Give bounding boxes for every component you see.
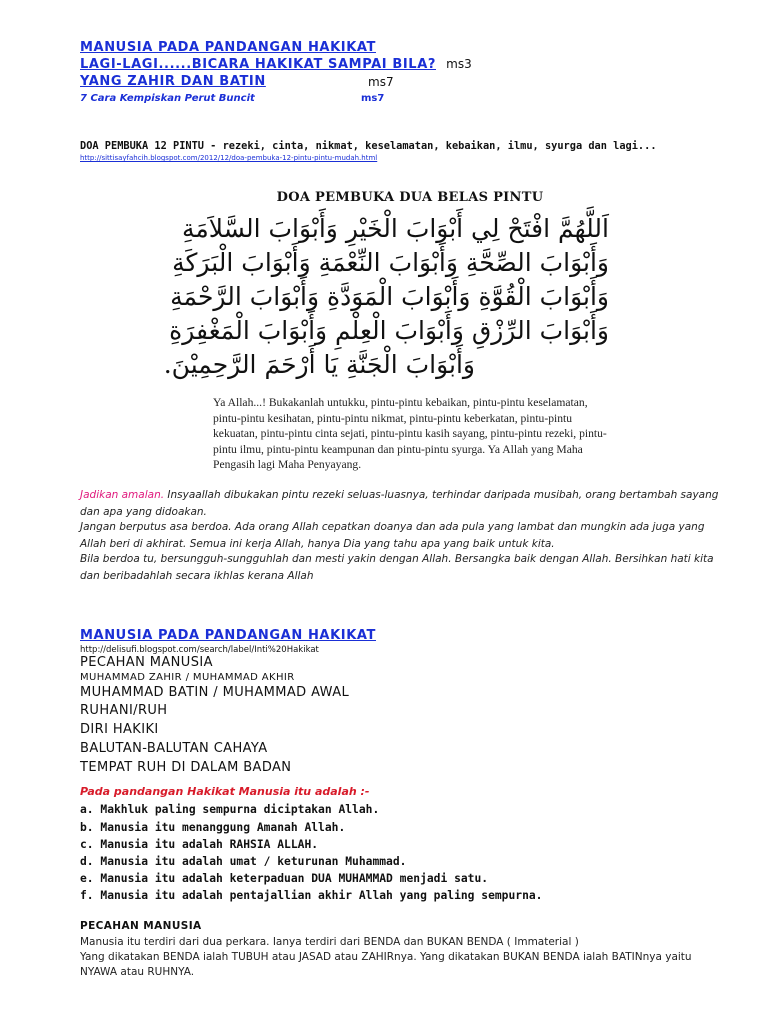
pecahan-text-1: Manusia itu terdiri dari dua perkara. Ianya terdiri dari BENDA dan BUKAN BENDA ( Immaterial ): [80, 936, 579, 948]
arabic-line-3: وَأَبْوَابَ الْقُوَّةِ وَأَبْوَابَ الْمَوَدَّةِ وَأَبْوَابَ الرَّحْمَةِ: [170, 282, 609, 311]
toc-link-zahir-batin[interactable]: YANG ZAHIR DAN BATIN: [80, 74, 266, 89]
list-item-e: e. Manusia itu adalah keterpaduan DUA MUHAMMAD menjadi satu.: [80, 872, 489, 885]
hakikat-source-url[interactable]: http://delisufi.blogspot.com/search/label/Inti%20Hakikat: [80, 645, 319, 655]
amalan-text: Insyaallah dibukakan pintu rezeki seluas-luasnya, terhindar daripada musibah, orang bertambah sayang dan apa yang didoakan.: [80, 489, 719, 518]
doa-image-title: DOA PEMBUKA DUA BELAS PINTU: [276, 190, 544, 205]
hakikat-title-link[interactable]: MANUSIA PADA PANDANGAN HAKIKAT: [80, 628, 376, 643]
outline-balutan: BALUTAN-BALUTAN CAHAYA: [80, 741, 268, 756]
outline-diri-hakiki: DIRI HAKIKI: [80, 722, 159, 737]
doa-translation: Ya Allah...! Bukakanlah untukku, pintu-pintu kebaikan, pintu-pintu keselamatan, pintu-pintu kesihatan, pintu-pintu nikmat, pintu-pintu keberkatan, pintu-pintu kekuatan, pintu-pintu cinta sejati, pintu-pintu kasih sayang, pintu-pintu rezeki, pintu-pintu ilmu, pintu-pintu keampunan dan pintu-pintu syurga. Ya Allah yang Maha Pengasih lagi Maha Penyayang.: [213, 396, 607, 472]
list-item-a: a. Makhluk paling sempurna diciptakan Allah.: [80, 803, 380, 816]
toc-link-lagi-lagi[interactable]: LAGI-LAGI......BICARA HAKIKAT SAMPAI BILA?: [80, 57, 436, 72]
toc-link-manusia-hakikat[interactable]: MANUSIA PADA PANDANGAN HAKIKAT: [80, 40, 376, 55]
doa-paragraph-2: Jangan berputus asa berdoa. Ada orang Allah cepatkan doanya dan ada pula yang lambat dan mungkin ada juga yang Allah beri di akhirat. Semua ini kerja Allah, hanya Dia yang tahu apa yang baik untuk kita.: [80, 521, 705, 550]
arabic-line-2: وَأَبْوَابَ الصِّحَّةِ وَأَبْوَابَ النِّعْمَةِ وَأَبْوَابَ الْبَرَكَةِ: [172, 248, 609, 277]
toc-page-ms7-a: ms7: [368, 75, 394, 89]
arabic-line-5: وَأَبْوَابَ الْجَنَّةِ يَا أَرْحَمَ الرَّحِمِيْنَ.: [163, 350, 475, 379]
toc-page-ms3: ms3: [446, 57, 472, 71]
outline-ruhani: RUHANI/RUH: [80, 703, 168, 718]
list-item-c: c. Manusia itu adalah RAHSIA ALLAH.: [80, 838, 319, 851]
doa-paragraph-3: Bila berdoa tu, bersungguh-sungguhlah dan mesti yakin dengan Allah. Bersangka baik dengan Allah. Bersihkan hati kita dan beribadahlah secara ikhlas kerana Allah: [80, 553, 714, 582]
doa-heading: DOA PEMBUKA 12 PINTU - rezeki, cinta, nikmat, keselamatan, kebaikan, ilmu, syurga dan lagi...: [80, 140, 657, 152]
list-item-f: f. Manusia itu adalah pentajallian akhir Allah yang paling sempurna.: [80, 889, 543, 902]
amalan-label: Jadikan amalan.: [80, 489, 165, 501]
toc-row-2: [80, 57, 472, 72]
outline-pecahan: PECAHAN MANUSIA: [80, 655, 213, 670]
arabic-line-1: اَللَّهُمَّ افْتَحْ لِي أَبْوَابَ الْخَيْرِ وَأَبْوَابَ السَّلاَمَةِ: [181, 214, 609, 243]
amalan-paragraph: [80, 487, 720, 520]
outline-zahir: MUHAMMAD ZAHIR / MUHAMMAD AKHIR: [80, 672, 295, 683]
doa-image: [163, 190, 615, 480]
doa-source-link[interactable]: http://sittisayfahcih.blogspot.com/2012/12/doa-pembuka-12-pintu-pintu-mudah.html: [80, 154, 378, 162]
pecahan-heading: PECAHAN MANUSIA: [80, 920, 202, 932]
outline-batin: MUHAMMAD BATIN / MUHAMMAD AWAL: [80, 685, 350, 700]
outline-tempat-ruh: TEMPAT RUH DI DALAM BADAN: [80, 760, 292, 775]
list-item-b: b. Manusia itu menanggung Amanah Allah.: [80, 821, 346, 834]
hakikat-intro: Pada pandangan Hakikat Manusia itu adalah :-: [80, 785, 370, 798]
arabic-line-4: وَأَبْوَابَ الرِّزْقِ وَأَبْوَابَ الْعِلْمِ وَأَبْوَابَ الْمَغْفِرَةِ: [169, 316, 609, 345]
list-item-d: d. Manusia itu adalah umat / keturunan Muhammad.: [80, 855, 407, 868]
pecahan-text-2: Yang dikatakan BENDA ialah TUBUH atau JASAD atau ZAHIRnya. Yang dikatakan BUKAN BENDA ialah BATINnya yaitu NYAWA atau RUHNYA.: [80, 951, 692, 978]
toc-link-perut-buncit[interactable]: 7 Cara Kempiskan Perut Buncit: [80, 93, 255, 104]
toc-page-ms7-b: ms7: [361, 93, 385, 104]
